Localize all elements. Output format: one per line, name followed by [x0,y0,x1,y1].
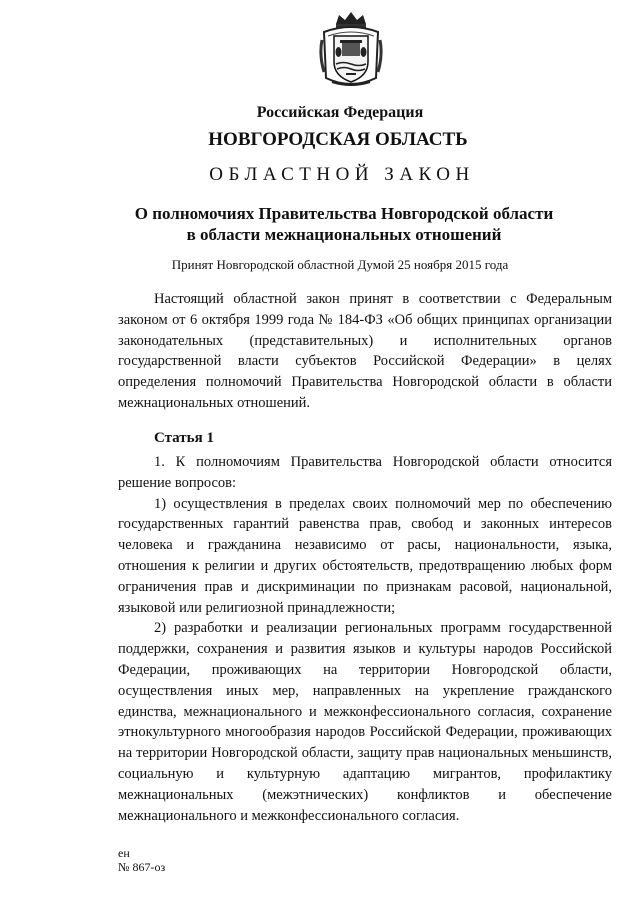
region-title: НОВГОРОДСКАЯ ОБЛАСТЬ [208,129,468,150]
law-title [24,203,640,245]
preamble-paragraph: Настоящий областной закон принят в соответствии с Федеральным законом от 6 октября 1999 года № 184-ФЗ «Об общих принципах организации законодательных (представительных) и исполнительных органов государственной власти субъектов Российской Федерации» в целях определения полномочий Правительства Новгородской области в области межнациональных отношений. [118,291,612,411]
article-paragraph-3: 2) разработки и реализации региональных программ государственной поддержки, сохранения и развития языков и культуры народов Российской Федерации, проживающих на территории Новгородской области, осуществления иных мер, направленных на укрепление гражданского единства, межнационального и межконфессионального согласия, сохранение этнокультурного многообразия народов Российской Федерации, проживающих на территории Новгородской области, защиту прав национальных меньшинств, социальную и культурную адаптацию мигрантов, профилактику межнациональных (межэтнических) конфликтов и обеспечение межнационального и межконфессионального согласия. [118,620,612,824]
preamble [118,289,612,414]
article-heading: Статья 1 [154,430,214,446]
law-type-label: ОБЛАСТНОЙ ЗАКОН [209,164,475,185]
novgorod-coat-of-arms-icon [318,10,384,90]
federation-label: Российская Федерация [256,104,424,121]
article-body [118,452,612,826]
document-code [118,846,165,874]
adoption-note: Принят Новгородской областной Думой 25 ноября 2015 года [171,257,509,272]
article-paragraph-2: 1) осуществления в пределах своих полномочий мер по обеспечению государственных гарантий равенства прав, свобод и законных интересов человека и гражданина независимо от расы, национальности, языка, отношения к религии и других обстоятельств, предотвращению любых форм ограничения прав и дискриминации по признакам расовой, национальной, языковой или религиозной принадлежности; [118,495,612,616]
document-code-line-1: ен [118,846,130,860]
law-title-line-2: в области межнациональных отношений [186,225,502,244]
article-paragraph-1: 1. К полномочиям Правительства Новгородской области относится решение вопросов: [118,454,612,491]
law-title-line-1: О полномочиях Правительства Новгородской области [134,204,554,223]
document-code-line-2: № 867-оз [118,860,166,874]
